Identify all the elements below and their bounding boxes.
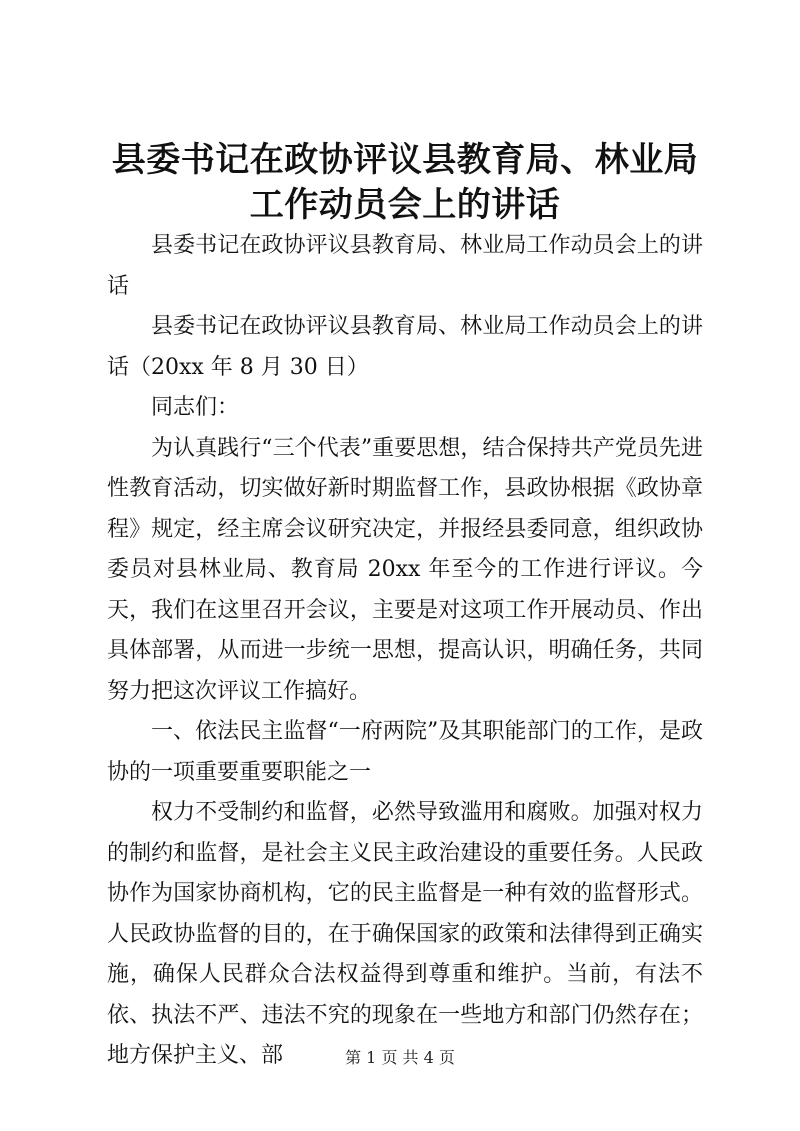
salutation: 同志们： [151,395,240,420]
document-title: 县委书记在政协评议县教育局、林业局工作动员会上的讲话 [111,140,699,225]
body-paragraph: 权力不受制约和监督，必然导致滥用和腐败。加强对权力的制约和监督，是社会主义民主政治建设的重要任务。人民政协作为国家协商机构，它的民主监督是一种有效的监督形式。人民政协监督的目的，在于确保国家的政策和法律得到正确实施，确保人民群众合法权益得到尊重和维护。当前，有法不依、执法不严、违法不究的现象在一些地方和部门仍然存在；地方保护主义、部 [107,800,703,1068]
document-body [107,226,703,1077]
body-paragraph: 县委书记在政协评议县教育局、林业局工作动员会上的讲话（20xx 年 8 月 30 日） [107,314,703,380]
body-paragraph: 为认真践行“三个代表”重要思想，结合保持共产党员先进性教育活动，切实做好新时期监督工作，县政协根据《政协章程》规定，经主席会议研究决定，并报经县委同意，组织政协委员对县林业局、教育局 20xx 年至今的工作进行评议。今天，我们在这里召开会议，主要是对这项工作开展动员、作出具体部署，从而进一步统一思想，提高认识，明确任务，共同努力把这次评议工作搞好。 [107,435,703,704]
page-footer: 第 1 页 共 4 页 [345,1048,455,1067]
body-paragraph: 县委书记在政协评议县教育局、林业局工作动员会上的讲话 [107,233,703,299]
section-heading: 一、依法民主监督“一府两院”及其职能部门的工作，是政协的一项重要重要职能之一 [107,719,703,785]
